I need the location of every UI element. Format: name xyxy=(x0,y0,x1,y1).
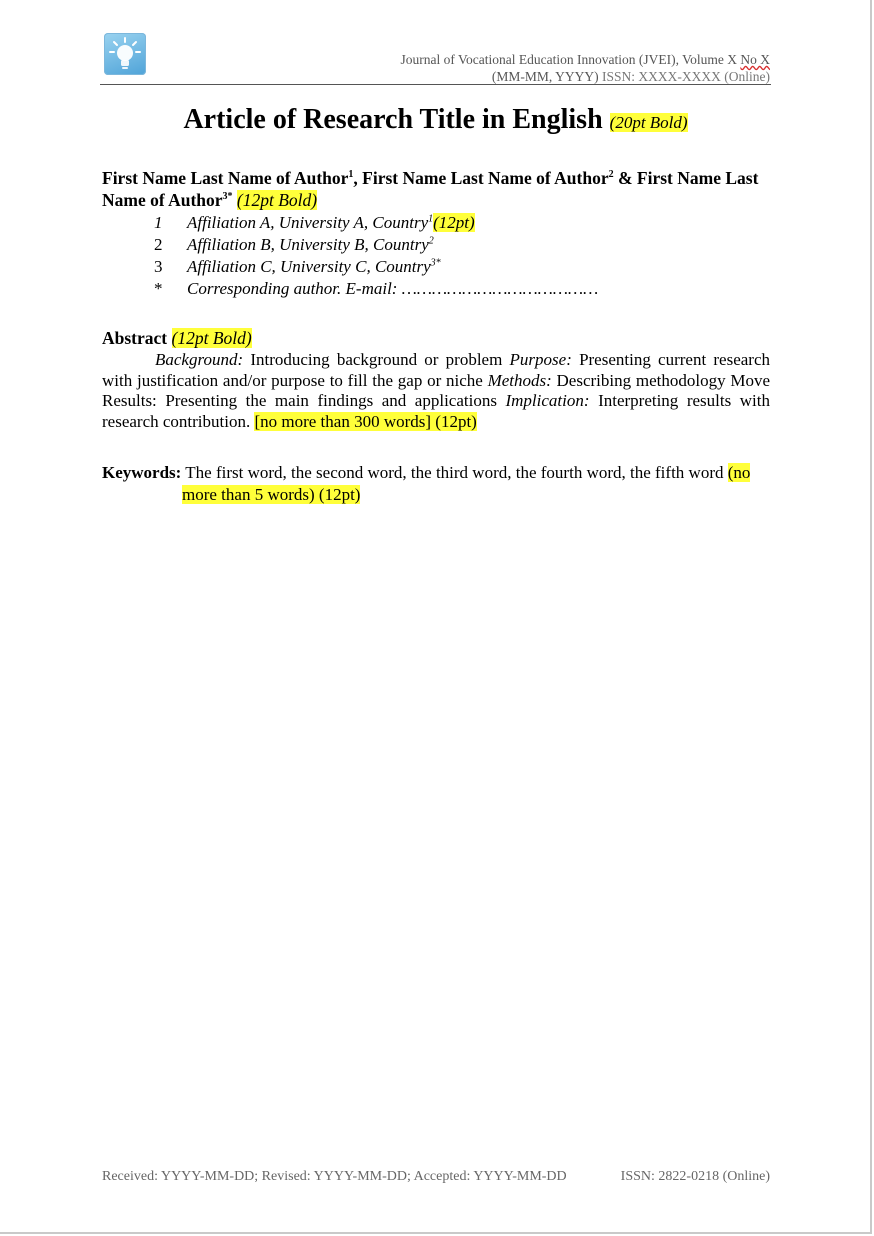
article-title-text: Article of Research Title in English xyxy=(183,104,603,135)
author-1: First Name Last Name of Author xyxy=(102,168,349,188)
journal-logo xyxy=(104,33,146,75)
keywords-text: The first word, the second word, the third word, the fourth word, the fifth word xyxy=(181,463,728,482)
affiliation-3-text: Affiliation C, University C, Country xyxy=(187,257,431,276)
issue-date: (MM-MM, YYYY) xyxy=(491,69,602,84)
journal-header xyxy=(210,51,770,85)
affiliation-number: * xyxy=(154,279,163,298)
author-list xyxy=(102,168,770,211)
article-title xyxy=(100,102,771,141)
header-line-1 xyxy=(210,51,770,68)
methods-label: Methods: xyxy=(487,370,552,390)
affiliation-text xyxy=(187,256,441,278)
header-issn: ISSN: XXXX-XXXX (Online) xyxy=(602,69,770,84)
authors-format-note: (12pt Bold) xyxy=(236,189,318,210)
author-1-sup: 1 xyxy=(348,169,354,181)
affiliation-list xyxy=(150,212,770,300)
implication-text: Interpreting results with research contribution. xyxy=(102,391,770,431)
background-text: Introducing background or problem xyxy=(243,350,510,369)
affiliation-3-sup: 3* xyxy=(430,257,441,269)
affiliation-2-sup: 2 xyxy=(428,235,434,247)
journal-name: Journal of Vocational Education Innovation (JVEI), Volume X xyxy=(400,52,741,67)
abstract-word-limit-note: [no more than 300 words] (12pt) xyxy=(254,411,477,431)
affiliation-1-sup: 1 xyxy=(428,213,434,225)
background-label: Background: xyxy=(155,350,244,369)
affiliation-text xyxy=(187,234,434,256)
abstract-heading xyxy=(102,328,252,349)
affiliation-number: 3 xyxy=(154,257,163,276)
author-2-sup: 2 xyxy=(608,169,614,181)
purpose-text: Presenting current research with justification and/or purpose to fill the gap or niche xyxy=(102,350,770,390)
implication-label: Implication: xyxy=(505,391,590,410)
affiliation-item xyxy=(150,212,770,234)
header-rule xyxy=(100,84,771,85)
affiliation-number: 1 xyxy=(154,213,163,232)
abstract-body xyxy=(102,350,770,432)
author-3-sup: 3* xyxy=(222,190,233,202)
keywords-label: Keywords: xyxy=(102,463,182,482)
lightbulb-icon xyxy=(104,33,146,75)
affiliation-text xyxy=(187,212,475,234)
keywords xyxy=(102,462,770,506)
affiliation-item xyxy=(150,234,770,256)
abstract-heading-text: Abstract xyxy=(102,328,168,348)
affiliation-format-note: (12pt) xyxy=(433,213,475,232)
affiliation-item xyxy=(150,278,770,300)
page-footer xyxy=(102,1168,770,1186)
purpose-label: Purpose: xyxy=(509,350,572,369)
keywords-format-note: (no more than 5 words) (12pt) xyxy=(182,463,751,504)
methods-text: Describing methodology Move Results: Presenting the main findings and applications xyxy=(102,370,771,410)
issue-number: No X xyxy=(740,52,770,67)
affiliation-2-text: Affiliation B, University B, Country xyxy=(187,235,429,254)
submission-dates: Received: YYYY-MM-DD; Revised: YYYY-MM-DD; Accepted: YYYY-MM-DD xyxy=(102,1169,567,1184)
abstract-format-note: (12pt Bold) xyxy=(171,328,252,348)
affiliation-1-text: Affiliation A, University A, Country xyxy=(187,213,429,232)
corresponding-author: Corresponding author. E-mail: ………………………………… xyxy=(187,279,599,298)
author-2: , First Name Last Name of Author xyxy=(353,168,609,188)
affiliation-item xyxy=(150,256,770,278)
author-3: & First Name Last Name of Author xyxy=(102,168,759,210)
title-format-note: (20pt Bold) xyxy=(609,113,688,132)
header-line-2 xyxy=(210,68,770,85)
footer-issn: ISSN: 2822-0218 (Online) xyxy=(620,1169,770,1184)
affiliation-number: 2 xyxy=(154,235,163,254)
